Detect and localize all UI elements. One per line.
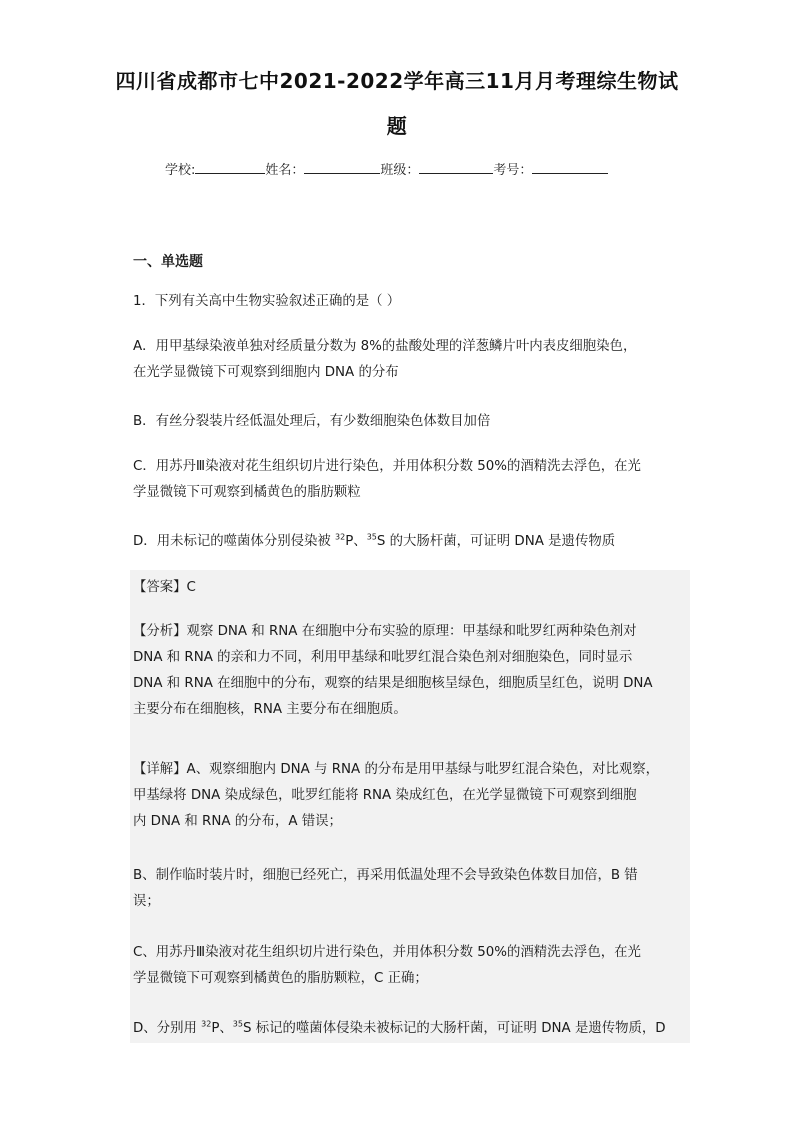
question-stem: 1．下列有关高中生物实验叙述正确的是（ ） [133, 294, 401, 309]
analysis-line: DNA 和 RNA 在细胞中的分布，观察的结果是细胞核呈绿色，细胞质呈红色，说明 DNA [133, 676, 653, 691]
class-label: 班级： [380, 163, 420, 178]
explanation-d-mid: P、 [211, 1021, 233, 1036]
student-info-row [165, 159, 608, 180]
explanation-d-sup2: 35 [232, 1019, 243, 1029]
analysis-line: 【分析】观察 DNA 和 RNA 在细胞中分布实验的原理：甲基绿和吡罗红两种染色剂对 [133, 624, 637, 639]
analysis-line: 主要分布在细胞核，RNA 主要分布在细胞质。 [133, 702, 407, 717]
explanation-d-sup1: 32 [201, 1019, 212, 1029]
explanation-line: 【详解】A、观察细胞内 DNA 与 RNA 的分布是用甲基绿与吡罗红混合染色，对比观察， [133, 762, 660, 777]
explanation-line: 学显微镜下可观察到橘黄色的脂肪颗粒，C 正确； [133, 971, 428, 986]
answer-line: 【答案】C [133, 580, 196, 595]
explanation-b [133, 863, 673, 915]
option-a [133, 334, 673, 386]
option-d-sup1: 32 [335, 532, 346, 542]
explanation-d-prefix: D、分别用 [133, 1021, 202, 1036]
name-blank [304, 159, 380, 174]
explanation-line: C、用苏丹Ⅲ染液对花生组织切片进行染色，并用体积分数 50%的酒精洗去浮色，在光 [133, 945, 641, 960]
school-blank [195, 159, 265, 174]
option-d [133, 529, 673, 555]
class-blank [419, 159, 493, 174]
school-label: 学校: [165, 163, 196, 178]
explanation-d-suffix: S 标记的噬菌体侵染未被标记的大肠杆菌，可证明 DNA 是遗传物质，D [242, 1021, 666, 1036]
explanation-line: 误； [133, 894, 160, 909]
page-title-line2: 题 [386, 114, 408, 138]
explanation-line: 内 DNA 和 RNA 的分布，A 错误； [133, 814, 342, 829]
explanation-line: B、制作临时装片时，细胞已经死亡，再采用低温处理不会导致染色体数目加倍，B 错 [133, 868, 638, 883]
number-label: 考号： [493, 163, 533, 178]
option-c-line: 学显微镜下可观察到橘黄色的脂肪颗粒 [133, 485, 361, 500]
name-label: 姓名： [265, 163, 305, 178]
option-c [133, 454, 673, 506]
explanation-d [133, 1016, 673, 1042]
option-a-line: 在光学显微镜下可观察到细胞内 DNA 的分布 [133, 365, 399, 380]
option-d-sup2: 35 [366, 532, 377, 542]
analysis-paragraph [133, 619, 673, 723]
explanation-line: 甲基绿将 DNA 染成绿色，吡罗红能将 RNA 染成红色，在光学显微镜下可观察到细胞 [133, 788, 637, 803]
page-title-line1: 四川省成都市七中2021-2022学年高三11月月考理综生物试 [115, 69, 679, 93]
explanation-a [133, 757, 673, 835]
explanation-c [133, 940, 673, 992]
number-blank [532, 159, 608, 174]
option-c-line: C．用苏丹Ⅲ染液对花生组织切片进行染色，并用体积分数 50%的酒精洗去浮色，在光 [133, 459, 641, 474]
option-b: B．有丝分裂装片经低温处理后，有少数细胞染色体数目加倍 [133, 414, 491, 429]
option-d-prefix: D．用未标记的噬菌体分别侵染被 [133, 534, 336, 549]
option-d-suffix: S 的大肠杆菌，可证明 DNA 是遗传物质 [376, 534, 616, 549]
option-a-line: A．用甲基绿染液单独对经质量分数为 8%的盐酸处理的洋葱鳞片叶内表皮细胞染色， [133, 339, 637, 354]
option-d-mid: P、 [345, 534, 367, 549]
analysis-line: DNA 和 RNA 的亲和力不同，利用甲基绿和吡罗红混合染色剂对细胞染色，同时显示 [133, 650, 633, 665]
section-title: 一、单选题 [133, 254, 203, 270]
